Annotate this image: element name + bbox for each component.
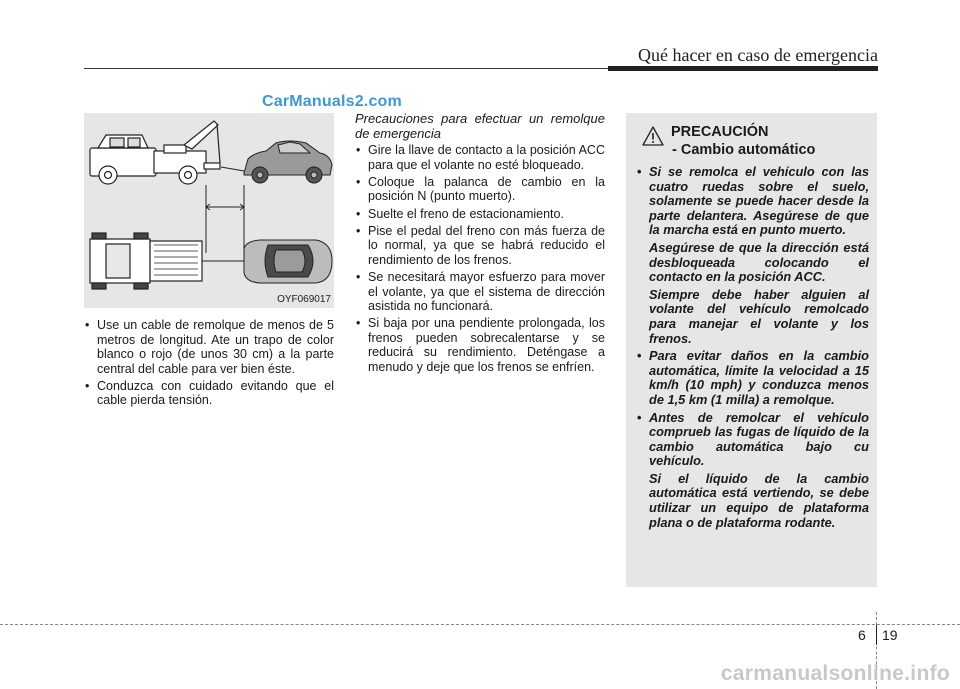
watermark-top: CarManuals2.com (262, 93, 402, 110)
middle-column (355, 112, 605, 377)
header-bar (608, 66, 878, 71)
caution-subtitle: - Cambio automático (672, 142, 816, 158)
caution-paragraph: Siempre debe haber alguien al volante del vehículo remolcado para manejar el volante y los frenos. (649, 286, 869, 346)
left-bullet-list (84, 318, 334, 408)
left-column (84, 318, 334, 411)
car-side-icon (244, 141, 332, 183)
warning-triangle-icon (642, 126, 664, 146)
caution-paragraph: • Antes de remolcar el vehículo comprueb las fugas de líquido de la cambio automática bajo cu vehículo. (649, 409, 869, 469)
tow-truck-icon (90, 121, 220, 184)
dimension-lines (206, 185, 244, 253)
list-item: • Gire la llave de contacto a la posición ACC para que el volante no esté bloqueado. (355, 143, 605, 172)
caution-title: PRECAUCIÓN (671, 124, 769, 140)
towing-figure (84, 113, 334, 308)
list-item (636, 411, 869, 531)
list-item: • Conduzca con cuidado evitando que el cable pierda tensión. (84, 379, 334, 408)
list-item: • Si baja por una pendiente prolongada, los frenos pueden sobrecalentarse y se reducirá su rendimiento. Deténgase a menudo y deje que los frenos se enfríen. (355, 316, 605, 374)
list-item: • Pise el pedal del freno con más fuerza de lo normal, ya que se habrá reducido el rendimiento de los frenos. (355, 224, 605, 268)
chapter-number: 6 (858, 627, 866, 643)
list-item (636, 165, 869, 346)
caution-paragraph: • Si se remolca el vehículo con las cuatro ruedas sobre el suelo, solamente se puede hacer desde la parte delantera. Asegúrese de que la marcha está en punto muerto. (649, 164, 869, 238)
header-title: Qué hacer en caso de emergencia (637, 45, 878, 65)
page-number-separator (876, 625, 877, 645)
list-item (636, 349, 869, 407)
list-item: • Coloque la palanca de cambio en la posición N (punto muerto). (355, 175, 605, 204)
caution-list (636, 165, 869, 530)
caution-paragraph: Si el líquido de la cambio automática está vertiendo, se debe utilizar un equipo de plataforma plana o de plataforma rodante. (649, 470, 869, 530)
towing-illustration (84, 113, 334, 308)
list-item: • Se necesitará mayor esfuerzo para mover el volante, ya que el sistema de dirección asistida no funcionará. (355, 270, 605, 314)
middle-bullet-list (355, 143, 605, 374)
list-item: • Use un cable de remolque de menos de 5 metros de longitud. Ate un trapo de color blanco o rojo (de unos 30 cm) a la parte central del cable para ver bien éste. (84, 318, 334, 376)
tow-cable-top (221, 167, 244, 171)
truck-top-icon (90, 233, 202, 289)
caution-header (636, 123, 869, 159)
caution-paragraph: Asegúrese de que la dirección está desbloqueada colocando el contacto en la posición ACC. (649, 239, 869, 285)
page-number: 19 (882, 627, 898, 643)
section-subhead: Precauciones para efectuar un remolque de emergencia (355, 111, 605, 141)
footer-rule (0, 624, 960, 625)
caution-box (626, 113, 877, 587)
figure-code: OYF069017 (277, 294, 331, 305)
watermark-bottom: carmanualsonline.info (720, 662, 950, 685)
list-item: • Suelte el freno de estacionamiento. (355, 207, 605, 222)
caution-paragraph: • Para evitar daños en la cambio automática, límite la velocidad a 15 km/h (10 mph) y conduzca menos de 1,5 km (1 milla) a remolque. (649, 348, 869, 407)
car-top-icon (244, 240, 332, 283)
